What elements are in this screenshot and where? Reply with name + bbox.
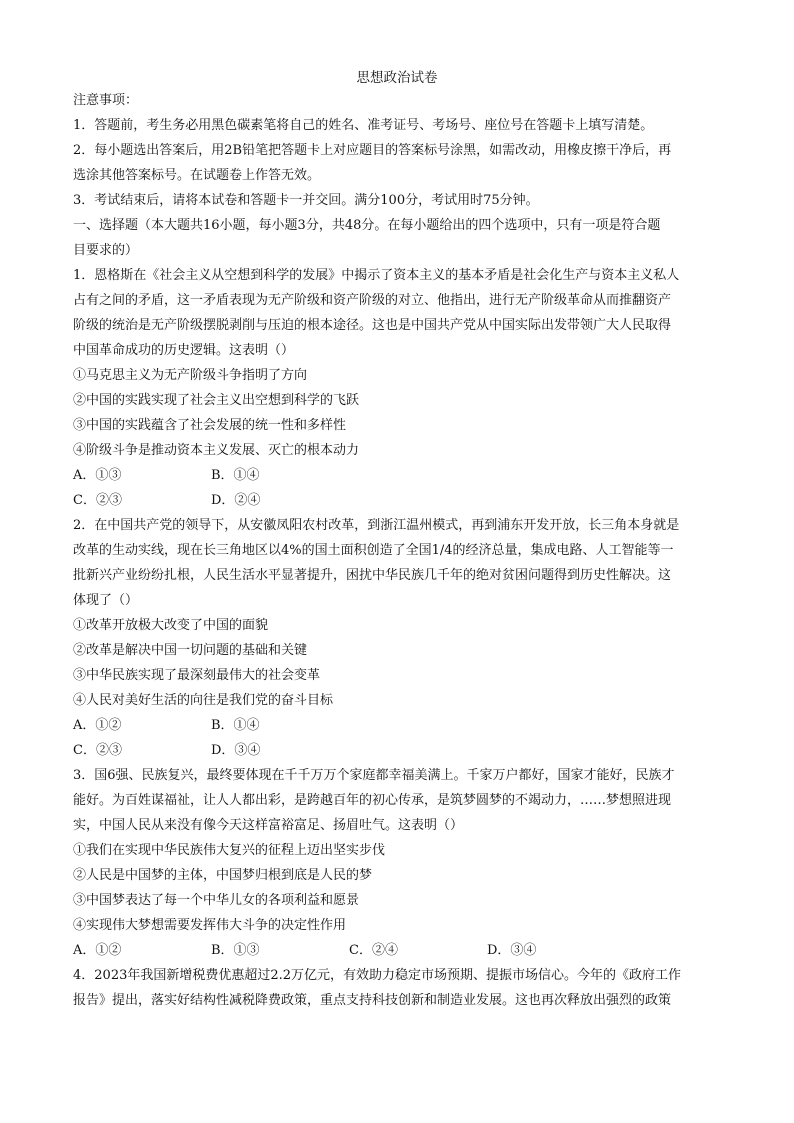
- q1-item: ③中国的实践蕴含了社会发展的统一性和多样性: [73, 418, 347, 433]
- q2-item: ④人民对美好生活的向往是我们党的奋斗目标: [73, 693, 334, 708]
- q3-stem: 能好。为百姓谋福祉，让人人都出彩，是跨越百年的初心传承，是筑梦圆梦的不竭动力，……梦想照进现: [73, 793, 672, 808]
- section-heading: 一、选择题（本大题共16小题，每小题3分，共48分。在每小题给出的四个选项中，只有一项是符合题: [73, 218, 661, 233]
- q1-options-row: [73, 488, 725, 513]
- q2-option-b: B．①④: [211, 718, 260, 733]
- q1-stem: 阶级的统治是无产阶级摆脱剥削与压迫的根本途径。这也是中国共产党从中国实际出发带领广大人民取得: [73, 318, 672, 333]
- q3-item: ①我们在实现中华民族伟大复兴的征程上迈出坚实步伐: [73, 843, 386, 858]
- notice-line: 1．答题前，考生务必用黑色碳素笔将自己的姓名、准考证号、考场号、座位号在答题卡上填写清楚。: [73, 118, 654, 133]
- section-heading: 目要求的）: [73, 243, 139, 258]
- q3-option-d: D．③④: [487, 943, 537, 958]
- notice-line: 2．每小题选出答案后，用2B铅笔把答题卡上对应题目的答案标号涂黑，如需改动，用橡皮擦干净后，再: [73, 143, 672, 158]
- notice-line: 选涂其他答案标号。在试题卷上作答无效。: [73, 168, 321, 183]
- notice-line: 3．考试结束后，请将本试卷和答题卡一并交回。满分100分，考试用时75分钟。: [73, 193, 539, 208]
- q2-options-row: [73, 713, 725, 738]
- q2-options-row: [73, 738, 725, 763]
- q1-item: ④阶级斗争是推动资本主义发展、灭亡的根本动力: [73, 443, 360, 458]
- q3-stem: 实，中国人民从来没有像今天这样富裕富足、扬眉吐气。这表明（）: [73, 818, 464, 833]
- q1-options-row: [73, 463, 725, 488]
- q2-item: ①改革开放极大改变了中国的面貌: [73, 618, 269, 633]
- q3-item: ③中国梦表达了每一个中华儿女的各项利益和愿景: [73, 893, 360, 908]
- q3-item: ②人民是中国梦的主体，中国梦归根到底是人民的梦: [73, 868, 373, 883]
- q1-stem: 占有之间的矛盾，这一矛盾表现为无产阶级和资产阶级的对立、他指出，进行无产阶级革命从而推翻资产: [73, 293, 672, 308]
- q3-option-b: B．①③: [211, 943, 260, 958]
- q3-options-row: [73, 938, 725, 963]
- q1-item: ①马克思主义为无产阶级斗争指明了方向: [73, 368, 308, 383]
- q2-option-c: C．②③: [73, 743, 122, 758]
- q2-item: ③中华民族实现了最深刻最伟大的社会变革: [73, 668, 321, 683]
- q2-option-d: D．③④: [211, 743, 261, 758]
- q1-option-c: C．②③: [73, 493, 122, 508]
- notice-heading: 注意事项：: [73, 93, 139, 108]
- q3-stem: 3．国6强、民族复兴，最终要体现在千千万万个家庭都幸福美满上。千家万户都好，国家才能好，民族才: [73, 768, 675, 783]
- q1-item: ②中国的实践实现了社会主义出空想到科学的飞跃: [73, 393, 360, 408]
- q2-option-a: A．①②: [73, 718, 122, 733]
- q2-stem: 改革的生动实线，现在长三角地区以4%的国土面积创造了全国1/4的经济总量，集成电路、人工智能等一: [73, 543, 674, 558]
- q4-stem: 4．2023年我国新增税费优惠超过2.2万亿元，有效助力稳定市场预期、提振市场信心。今年的《政府工作: [73, 968, 682, 983]
- q3-item: ④实现伟大梦想需要发挥伟大斗争的决定性作用: [73, 918, 347, 933]
- q2-stem: 批新兴产业纷纷扎根，人民生活水平显著提升，困扰中华民族几千年的绝对贫困问题得到历史性解决。这: [73, 568, 672, 583]
- q2-stem: 2．在中国共产党的领导下，从安徽凤阳农村改革，到浙江温州模式，再到浦东开发开放，长三角本身就是: [73, 518, 680, 533]
- q2-stem: 体现了（）: [73, 593, 139, 608]
- content-body: [73, 88, 725, 1013]
- q1-option-d: D．②④: [211, 493, 261, 508]
- q1-option-b: B．①④: [211, 468, 260, 483]
- q1-stem: 中国革命成功的历史逻辑。这表明（）: [73, 343, 295, 358]
- q3-option-c: C．②④: [349, 943, 398, 958]
- q4-stem: 报告》提出，落实好结构性减税降费政策，重点支持科技创新和制造业发展。这也再次释放出强烈的政策: [73, 993, 672, 1008]
- q3-option-a: A．①②: [73, 943, 122, 958]
- q1-stem: 1．恩格斯在《社会主义从空想到科学的发展》中揭示了资本主义的基本矛盾是社会化生产与资本主义私人: [73, 268, 680, 283]
- q1-option-a: A．①③: [73, 468, 122, 483]
- page-title: 思想政治试卷: [356, 70, 438, 86]
- q2-item: ②改革是解决中国一切问题的基础和关键: [73, 643, 308, 658]
